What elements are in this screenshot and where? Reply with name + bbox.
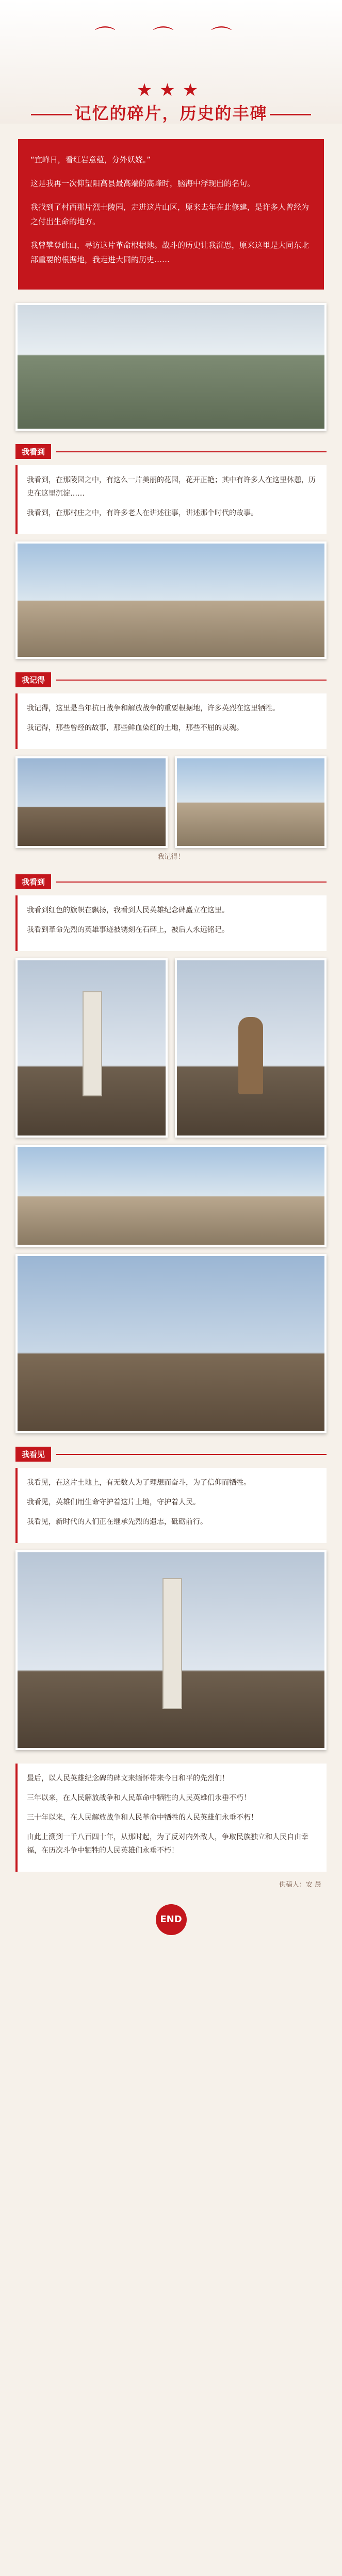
section-heading bbox=[15, 444, 327, 459]
section-heading bbox=[15, 672, 327, 687]
section-text bbox=[15, 465, 327, 534]
section-tag: 我记得 bbox=[15, 672, 51, 687]
section-paragraph: 我记得，这里是当年抗日战争和解放战争的重要根据地，许多英烈在这里牺牲。 bbox=[27, 704, 280, 713]
closing-section bbox=[15, 1764, 327, 1872]
photo-grid bbox=[15, 958, 327, 1138]
section-tag: 我看到 bbox=[15, 444, 51, 459]
section-3 bbox=[15, 874, 327, 1433]
section-rule bbox=[56, 1454, 327, 1455]
title-rule-right bbox=[270, 114, 311, 115]
intro-paragraph: 我曾攀登此山，寻访这片革命根据地。战斗的历史让我沉思，原来这里是大同东北部重要的根据地，我走进大同的历史…… bbox=[30, 241, 310, 264]
section-paragraph: 我看到，在那陵园之中，有这么一片美丽的花园，花开正艳；其中有许多人在这里休憩，历史在这里沉淀…… bbox=[27, 476, 316, 498]
intro-paragraph: “宜峰日，看红岩意蕴，分外妖娆。” bbox=[30, 155, 151, 164]
section-text bbox=[15, 693, 327, 749]
stars-decoration: ★★★ bbox=[136, 80, 206, 100]
memorial-hall-photo bbox=[15, 1145, 327, 1247]
section-heading bbox=[15, 874, 327, 889]
section-2 bbox=[15, 672, 327, 861]
section-paragraph: 我看到红色的旗帜在飘扬，我看到人民英雄纪念碑矗立在这里。 bbox=[27, 906, 229, 914]
landscape-photo bbox=[15, 756, 168, 848]
title-bar bbox=[31, 100, 311, 129]
page-footer bbox=[0, 1904, 342, 1935]
section-tag: 我看见 bbox=[15, 1447, 51, 1462]
title-rule-left bbox=[31, 114, 72, 115]
section-paragraph: 我看见，新时代的人们正在继承先烈的遗志，砥砺前行。 bbox=[27, 1518, 207, 1526]
section-paragraph: 我看见，英雄们用生命守护着这片土地，守护着人民。 bbox=[27, 1498, 200, 1506]
section-1 bbox=[15, 444, 327, 659]
statue-photo bbox=[175, 958, 327, 1138]
section-heading bbox=[15, 1447, 327, 1462]
monument-shape bbox=[162, 1578, 182, 1709]
people-photo bbox=[175, 756, 327, 848]
birds-decoration: ⌒ ⌒ ⌒ bbox=[94, 25, 248, 49]
section-4 bbox=[15, 1447, 327, 1750]
photo-caption: 我记得！ bbox=[157, 853, 185, 861]
closing-paragraph: 最后，以人民英雄纪念碑的碑文来缅怀带来今日和平的先烈们！ bbox=[27, 1774, 229, 1783]
closing-paragraph: 三年以来，在人民解放战争和人民革命中牺牲的人民英雄们永垂不朽！ bbox=[27, 1794, 251, 1802]
section-text bbox=[15, 895, 327, 951]
obelisk-photo bbox=[15, 958, 168, 1138]
closing-paragraph: 由此上溯到一千八百四十年，从那时起，为了反对内外敌人，争取民族独立和人民自由幸福，在历次斗争中牺牲的人民英雄们永垂不朽！ bbox=[27, 1833, 308, 1855]
photo-grid bbox=[15, 756, 327, 848]
end-mark: END bbox=[156, 1904, 187, 1935]
section-paragraph: 我看到，在那村庄之中，有许多老人在讲述往事，讲述那个时代的故事。 bbox=[27, 509, 258, 517]
mountain-photo bbox=[15, 303, 327, 431]
village-photo bbox=[15, 541, 327, 659]
section-tag: 我看到 bbox=[15, 874, 51, 889]
closing-paragraph: 三十年以来，在人民解放战争和人民革命中牺牲的人民英雄们永垂不朽！ bbox=[27, 1814, 258, 1822]
section-paragraph: 我看见，在这片土地上，有无数人为了理想而奋斗，为了信仰而牺牲。 bbox=[27, 1479, 251, 1487]
obelisk-shape bbox=[83, 991, 102, 1096]
section-rule bbox=[56, 882, 327, 883]
page-header bbox=[0, 0, 342, 124]
volunteers-photo bbox=[15, 1254, 327, 1433]
hero-photo-section bbox=[15, 303, 327, 431]
editor-credit: 供稿人：安 晨 bbox=[279, 1881, 321, 1889]
monument-photo bbox=[15, 1550, 327, 1750]
intro-paragraph: 这是我再一次仰望阳高县最高端的高峰时，脑海中浮现出的名句。 bbox=[30, 179, 255, 188]
section-paragraph: 我看到革命先烈的英雄事迹被镌刻在石碑上，被后人永远铭记。 bbox=[27, 926, 229, 934]
section-rule bbox=[56, 451, 327, 452]
statue-shape bbox=[238, 1017, 263, 1094]
section-rule bbox=[56, 680, 327, 681]
section-text bbox=[15, 1468, 327, 1543]
intro-paragraph: 我找到了村西那片烈士陵园，走进这片山区，原来去年在此修建，是许多人曾经为之付出生命的地方。 bbox=[30, 202, 310, 226]
page-title: 记忆的碎片，历史的丰碑 bbox=[74, 104, 268, 123]
closing-text bbox=[15, 1764, 327, 1872]
intro-box bbox=[18, 139, 324, 290]
section-paragraph: 我记得，那些曾经的故事，那些鲜血染红的土地，那些不屈的灵魂。 bbox=[27, 724, 243, 732]
